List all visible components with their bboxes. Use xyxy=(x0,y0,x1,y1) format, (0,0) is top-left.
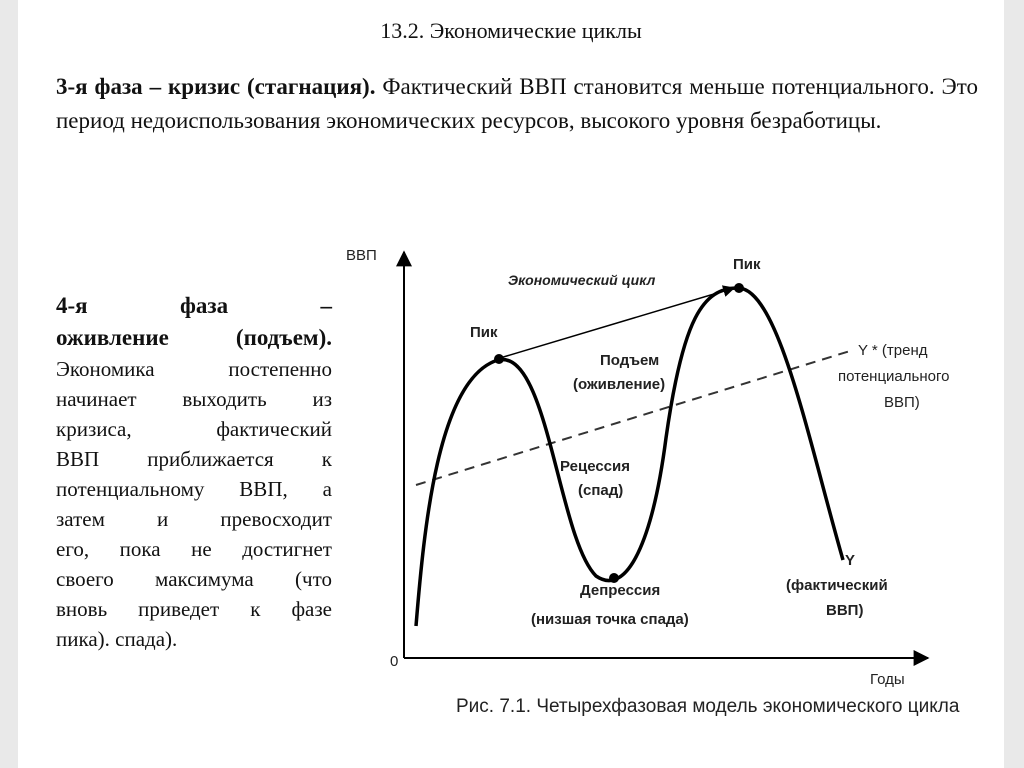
phase4-text-line: его, пока не достигнет xyxy=(56,537,332,561)
y-axis-label: ВВП xyxy=(346,247,377,264)
actual-label-line2: (фактический xyxy=(786,577,888,594)
phase4-text-line: начинает выходить из xyxy=(56,387,332,411)
phase3-heading: 3-я фаза – кризис (стагнация). xyxy=(56,74,376,99)
peak2-label: Пик xyxy=(733,256,761,273)
economic-cycle-arrow xyxy=(500,288,734,358)
phase4-text-line: ВВП приближается к xyxy=(56,447,332,471)
actual-label-line3: ВВП) xyxy=(826,602,864,619)
phase4-text-last-line: пика). спада). xyxy=(56,627,178,651)
peak2-point xyxy=(734,283,744,293)
phase3-text: Фактический ВВП становится меньше потенциального. Это период недоиспользования экономических ресурсов, высокого уровня безработицы. xyxy=(56,74,978,133)
phase4-paragraph xyxy=(56,290,332,654)
phase4-text-line: потенциальному ВВП, а xyxy=(56,477,332,501)
depression-label-line1: Депрессия xyxy=(580,582,661,599)
trend-label-line3: ВВП) xyxy=(884,394,920,411)
phase4-text-line: вновь приведет к фазе xyxy=(56,597,332,621)
cycle-label: Экономический цикл xyxy=(508,272,656,288)
slide xyxy=(18,0,1004,768)
peak1-label: Пик xyxy=(470,324,498,341)
actual-label-line1: Y xyxy=(845,552,856,569)
upswing-label-line2: (оживление) xyxy=(573,376,666,393)
x-axis-label: Годы xyxy=(870,671,905,688)
phase4-text-line: кризиса, фактический xyxy=(56,417,332,441)
page-title: 13.2. Экономические циклы xyxy=(380,18,642,43)
business-cycle-figure xyxy=(338,238,968,728)
depression-label-line2: (низшая точка спада) xyxy=(531,611,689,628)
upswing-label-line1: Подъем xyxy=(600,352,660,369)
phase4-heading-line1: 4-я фаза – xyxy=(56,293,332,318)
phase4-heading-line2: оживление (подъем). xyxy=(56,325,332,350)
phase4-text-line: затем и превосходит xyxy=(56,507,332,531)
origin-label: 0 xyxy=(390,653,399,670)
figure-caption: Рис. 7.1. Четырехфазовая модель экономического цикла xyxy=(456,696,960,717)
recession-label-line1: Рецессия xyxy=(560,458,630,475)
trend-label-line2: потенциального xyxy=(838,368,950,385)
phase3-paragraph xyxy=(56,70,978,138)
phase4-text-line: своего максимума (что xyxy=(56,567,332,591)
recession-label-line2: (спад) xyxy=(578,482,624,499)
trend-label-line1: Y * (тренд xyxy=(858,342,928,359)
phase4-text-line: Экономика постепенно xyxy=(56,357,332,381)
peak1-point xyxy=(494,354,504,364)
